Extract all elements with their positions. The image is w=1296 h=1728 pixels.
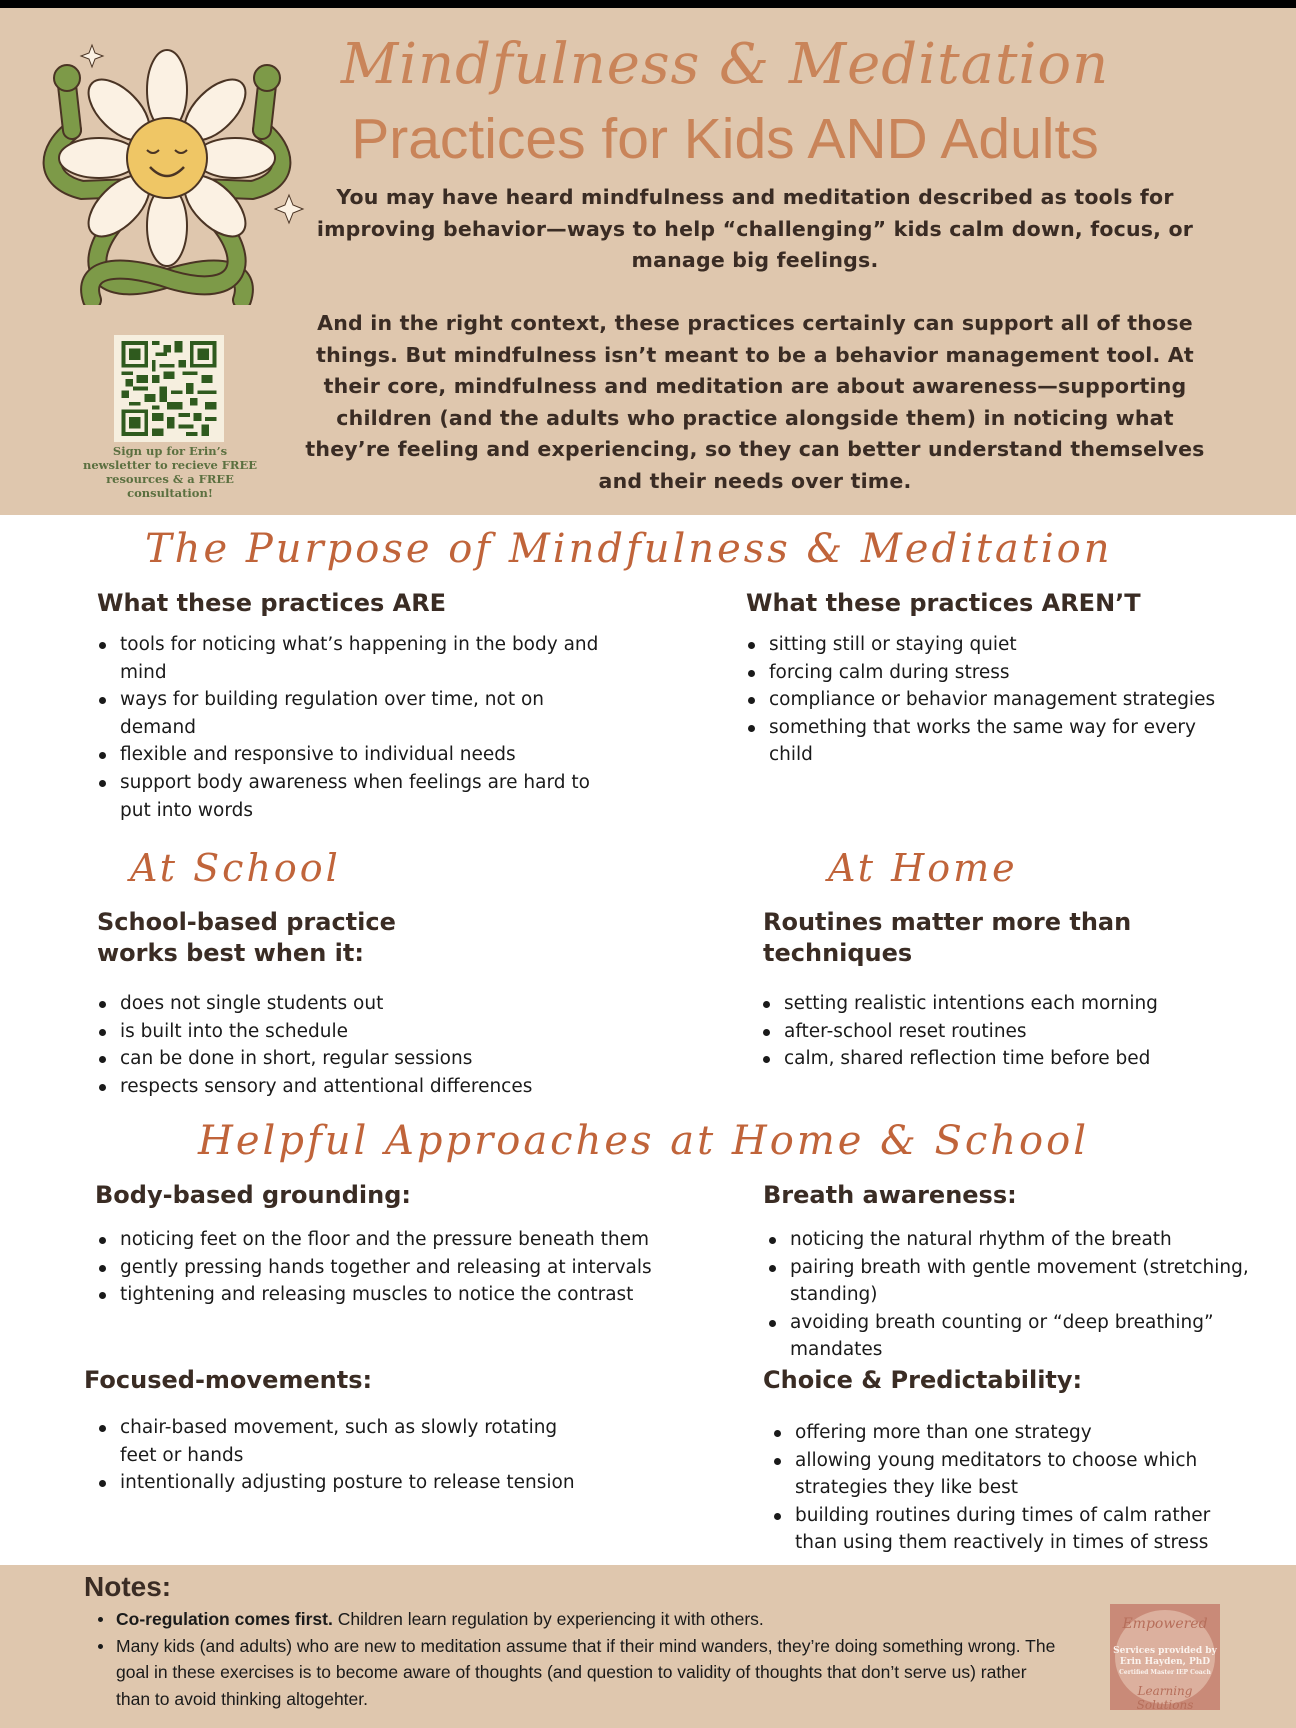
badge-top-script: Empowered (1122, 1616, 1208, 1632)
school-heading: At School (130, 846, 341, 890)
note-text: Children learn regulation by experiencing it with others. (332, 1609, 764, 1629)
list-item: does not single students out (98, 990, 658, 1018)
main-title: Practices for Kids AND Adults (351, 107, 1099, 171)
breath-title: Breath awareness: (763, 1181, 1017, 1209)
movements-title: Focused-movements: (84, 1366, 373, 1394)
note-text: Many kids (and adults) who are new to meditation assume that if their mind wanders, they’re doing something wrong. The goal in these exercises is to become aware of thoughts (and question to validity of thoughts that don’t serve us) rather than to avoid thinking altogehter. (116, 1635, 1056, 1709)
note-item (98, 1606, 1058, 1633)
qr-code[interactable] (114, 335, 224, 442)
grounding-list (98, 1226, 678, 1309)
list-item: is built into the schedule (98, 1018, 658, 1046)
top-black-bar (0, 0, 1296, 8)
badge-bottom-script: Learning Solutions (1136, 1684, 1194, 1712)
arent-list (747, 631, 1217, 769)
list-item: chair-based movement, such as slowly rotating feet or hands (98, 1414, 598, 1469)
list-item: intentionally adjusting posture to release tension (98, 1469, 598, 1497)
note-lead: Co-regulation comes first. (116, 1609, 333, 1629)
empowered-learning-badge (1110, 1604, 1220, 1710)
list-item: calm, shared reflection time before bed (762, 1045, 1262, 1073)
grounding-title: Body-based grounding: (95, 1181, 411, 1209)
intro-paragraph-2: And in the right context, these practices certainly can support all of those things. But mindfulness isn’t meant to be a behavior management tool. At their core, mindfulness and meditation are about awareness—supporting children (and the adults who practice alongside them) in noticing what they’re feeling and experiencing, so they can better understand themselves and their needs over time. (305, 311, 1205, 493)
list-item: building routines during times of calm rather than using them reactively in times of stress (773, 1502, 1243, 1557)
badge-line-1: Services provided by (1113, 1646, 1217, 1656)
badge-line-3: Certified Master IEP Coach (1119, 1669, 1211, 1676)
breath-list (768, 1226, 1278, 1364)
list-item: noticing feet on the floor and the pressure beneath them (98, 1226, 678, 1254)
choice-list (773, 1419, 1243, 1557)
list-item: tools for noticing what’s happening in the body and mind (98, 631, 618, 686)
list-item: something that works the same way for every child (747, 714, 1217, 769)
list-item: offering more than one strategy (773, 1419, 1243, 1447)
list-item: pairing breath with gentle movement (stretching, standing) (768, 1254, 1278, 1309)
notes-title: Notes: (84, 1571, 172, 1602)
approaches-heading: Helpful Approaches at Home & School (198, 1118, 1090, 1164)
list-item: ways for building regulation over time, not on demand (98, 686, 618, 741)
list-item: compliance or behavior management strategies (747, 686, 1217, 714)
meditating-daisy-icon (22, 30, 312, 305)
list-item: after-school reset routines (762, 1018, 1262, 1046)
list-item: support body awareness when feelings are hard to put into words (98, 769, 618, 824)
list-item: respects sensory and attentional differences (98, 1073, 658, 1101)
qr-code-icon (120, 341, 218, 436)
home-title: Routines matter more than techniques (763, 908, 1132, 967)
list-item: sitting still or staying quiet (747, 631, 1217, 659)
list-item: avoiding breath counting or “deep breathing” mandates (768, 1309, 1278, 1364)
script-title: Mindfulness & Meditation (340, 32, 1110, 97)
list-item: flexible and responsive to individual needs (98, 741, 618, 769)
purpose-heading: The Purpose of Mindfulness & Meditation (145, 526, 1113, 572)
list-item: gently pressing hands together and releasing at intervals (98, 1254, 678, 1282)
notes-list (98, 1606, 1058, 1712)
list-item: setting realistic intentions each morning (762, 990, 1262, 1018)
movements-list (98, 1414, 598, 1497)
school-list (98, 990, 658, 1100)
intro-paragraph-1: You may have heard mindfulness and meditation described as tools for improving behavior—ways to help “challenging” kids calm down, focus, or manage big feelings. (316, 185, 1194, 272)
home-list (762, 990, 1262, 1073)
choice-title: Choice & Predictability: (763, 1366, 1083, 1394)
are-list (98, 631, 618, 824)
newsletter-signup-caption: Sign up for Erin’s newsletter to recieve FREE resources & a FREE consultation! (82, 444, 258, 500)
list-item: can be done in short, regular sessions (98, 1045, 658, 1073)
list-item: allowing young meditators to choose which strategies they like best (773, 1447, 1243, 1502)
are-title: What these practices ARE (97, 589, 447, 617)
badge-line-2: Erin Hayden, PhD (1119, 1657, 1211, 1667)
list-item: tightening and releasing muscles to notice the contrast (98, 1281, 678, 1309)
list-item: forcing calm during stress (747, 659, 1217, 687)
home-heading: At Home (828, 846, 1018, 890)
note-item (98, 1633, 1058, 1713)
list-item: noticing the natural rhythm of the breath (768, 1226, 1278, 1254)
arent-title: What these practices AREN’T (746, 589, 1141, 617)
school-title: School-based practice works best when it: (97, 908, 396, 967)
